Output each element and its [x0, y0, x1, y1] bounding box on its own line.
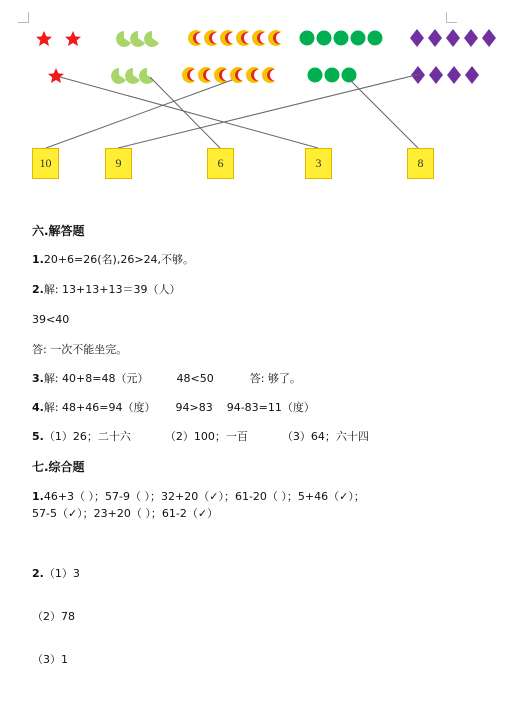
match-line: [46, 80, 232, 148]
green-dot-icon: [342, 68, 357, 83]
match-line: [60, 77, 318, 148]
q-number: 2.: [32, 567, 44, 580]
q2-part1: （1）3: [43, 567, 80, 580]
green-crescents-group: [116, 31, 159, 47]
match-line: [118, 74, 420, 148]
green-crescent-icon: [111, 68, 126, 84]
q-number: 1.: [32, 253, 44, 266]
s6-q2-answer: 答: 一次不能坐完。: [32, 343, 128, 356]
yellow-moons-group: [188, 30, 288, 46]
matching-figure: [0, 0, 518, 200]
purple-diamond-icon: [410, 29, 424, 47]
q-text: 20+6=26(名),26>24,不够。: [43, 253, 195, 266]
green-dot-icon: [325, 68, 340, 83]
s6-q4: [32, 401, 315, 415]
purple-diamond-icon: [446, 29, 460, 47]
q-text: 解: 48+46=94（度）: [43, 401, 156, 414]
s7-q2-part2: （2）78: [32, 610, 75, 623]
q-number: 1.: [32, 490, 44, 503]
green-dots-group: [300, 31, 383, 46]
green-dot-icon: [368, 31, 383, 46]
purple-diamond-icon: [464, 29, 478, 47]
q-compare: 48<50: [176, 372, 214, 385]
yellow-moons-group-2: [182, 67, 282, 83]
s7-q1-line1: [32, 490, 365, 504]
q5-part1: （1）26；二十六: [43, 430, 131, 443]
green-dot-icon: [334, 31, 349, 46]
red-stars-group: [36, 31, 81, 46]
purple-diamonds-group-2: [411, 66, 479, 84]
q-text: 解: 40+8=48（元）: [43, 372, 149, 385]
moon-icon: [268, 30, 288, 46]
s7-q1-line2: 57-5（✓）；23+20（ ）；61-2（✓）: [32, 507, 219, 520]
q-answer: 答: 够了。: [249, 372, 301, 385]
q-number: 5.: [32, 430, 44, 443]
q-number: 2.: [32, 283, 44, 296]
q-text: 46+3（ ）；57-9（ ）；32+20（✓）；61-20（ ）；5+46（✓）；: [43, 490, 365, 503]
q-number: 3.: [32, 372, 44, 385]
s6-q1: [32, 253, 194, 267]
green-crescent-icon: [139, 68, 154, 84]
s6-q5: [32, 430, 369, 444]
section7-title: 七.综合题: [32, 460, 85, 474]
s6-q2-compare: 39<40: [32, 313, 70, 326]
green-dot-icon: [351, 31, 366, 46]
q5-part3: （3）64；六十四: [281, 430, 369, 443]
green-dot-icon: [300, 31, 315, 46]
green-crescent-icon: [125, 68, 140, 84]
purple-diamonds-group: [410, 29, 496, 47]
match-line: [350, 80, 418, 148]
green-dot-icon: [308, 68, 323, 83]
number-box-3: 3: [305, 148, 332, 179]
s6-q3: [32, 372, 301, 386]
q-calc: 94-83=11（度）: [226, 401, 315, 414]
purple-diamond-icon: [447, 66, 461, 84]
green-crescent-icon: [116, 31, 131, 47]
q5-part2: （2）100；一百: [164, 430, 248, 443]
purple-diamond-icon: [482, 29, 496, 47]
green-crescent-icon: [130, 31, 145, 47]
s6-q2: [32, 283, 180, 297]
green-dot-icon: [317, 31, 332, 46]
red-star-icon: [48, 68, 64, 83]
number-box-10: 10: [32, 148, 59, 179]
q-text: 解: 13+13+13＝39（人）: [43, 283, 181, 296]
red-star-icon: [65, 31, 81, 46]
green-dots-group-2: [308, 68, 357, 83]
purple-diamond-icon: [429, 66, 443, 84]
purple-diamond-icon: [465, 66, 479, 84]
green-crescents-group-2: [111, 68, 154, 84]
q-compare: 94>83: [175, 401, 213, 414]
number-box-6: 6: [207, 148, 234, 179]
section6-title: 六.解答题: [32, 224, 85, 238]
green-crescent-icon: [144, 31, 159, 47]
purple-diamond-icon: [428, 29, 442, 47]
matching-lines: [46, 74, 420, 148]
red-star-icon: [36, 31, 52, 46]
s7-q2-part3: （3）1: [32, 653, 68, 666]
s7-q2: [32, 567, 80, 581]
number-box-8: 8: [407, 148, 434, 179]
moon-icon: [262, 67, 282, 83]
number-box-9: 9: [105, 148, 132, 179]
q-number: 4.: [32, 401, 44, 414]
